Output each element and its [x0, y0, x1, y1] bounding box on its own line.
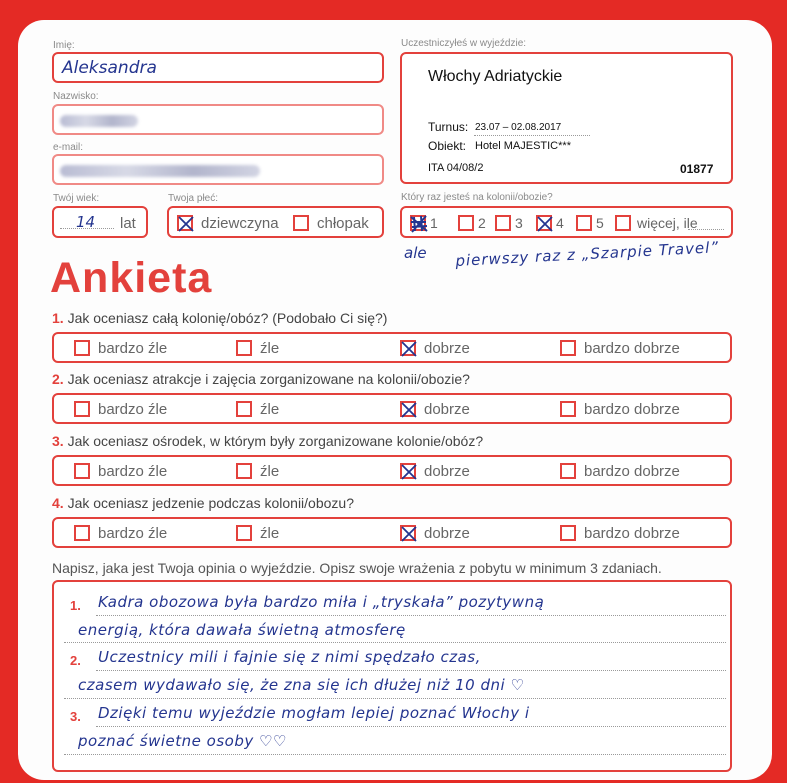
answer-checkbox[interactable]	[400, 463, 416, 479]
question-number: 4.	[52, 495, 64, 511]
opinion-line-6: poznać świetne osoby ♡♡	[78, 732, 287, 750]
times-handwritten-note-2: pierwszy raz z „Szarpie Travel”	[455, 238, 720, 270]
answer-checkbox[interactable]	[400, 401, 416, 417]
answer-option-label: dobrze	[424, 340, 470, 357]
opinion-line-3: Uczestnicy mili i fajnie się z nimi spędzało czas,	[98, 648, 481, 666]
email-label: e-mail:	[53, 142, 84, 153]
answer-option-label: źle	[260, 463, 280, 480]
answer-option-label: dobrze	[424, 401, 470, 418]
obiekt-value: Hotel MAJESTIC***	[475, 140, 571, 152]
answer-checkbox[interactable]	[236, 463, 252, 479]
turnus-label: Turnus:	[428, 120, 469, 134]
answer-option-label: bardzo źle	[98, 401, 168, 418]
dotline-3	[96, 670, 726, 671]
email-field[interactable]	[52, 154, 384, 185]
gender-field	[167, 206, 384, 238]
answer-option-label: dobrze	[424, 463, 470, 480]
surname-redacted	[60, 115, 138, 127]
gender-checkbox-boy[interactable]	[293, 215, 309, 231]
trip-number: 01877	[680, 162, 714, 176]
answer-option-label: bardzo źle	[98, 525, 168, 542]
question-text: Jak oceniasz ośrodek, w którym były zorganizowane kolonie/obóz?	[67, 433, 484, 449]
times-dotline	[688, 229, 724, 230]
answer-checkbox[interactable]	[400, 525, 416, 541]
survey-title: Ankieta	[50, 254, 213, 302]
question-text: Jak oceniasz całą kolonię/obóz? (Podobało Ci się?)	[67, 310, 388, 326]
opinion-number-1: 1.	[70, 598, 81, 613]
trip-code: ITA 04/08/2	[428, 162, 484, 174]
answer-checkbox[interactable]	[236, 525, 252, 541]
times-option-more: więcej, ile	[637, 215, 698, 231]
answer-checkbox[interactable]	[236, 340, 252, 356]
surname-field[interactable]	[52, 104, 384, 135]
opinion-prompt: Napisz, jaka jest Twoja opinia o wyjeździe. Opisz swoje wrażenia z pobytu w minimum 3 zdaniach.	[52, 560, 662, 576]
trip-box	[400, 52, 733, 184]
times-option-5: 5	[596, 215, 604, 231]
question-1	[52, 310, 387, 326]
answer-checkbox[interactable]	[74, 525, 90, 541]
age-unit: lat	[120, 215, 136, 232]
question-4	[52, 495, 354, 511]
opinion-number-2: 2.	[70, 653, 81, 668]
age-label: Twój wiek:	[53, 193, 100, 204]
answer-checkbox[interactable]	[560, 401, 576, 417]
surname-label: Nazwisko:	[53, 91, 99, 102]
answer-checkbox[interactable]	[560, 525, 576, 541]
times-option-3: 3	[515, 215, 523, 231]
times-option-1: 1	[430, 215, 438, 231]
times-checkbox-1[interactable]	[410, 215, 426, 231]
answer-option-label: bardzo dobrze	[584, 525, 680, 542]
gender-label: Twoja płeć:	[168, 193, 219, 204]
answer-checkbox[interactable]	[74, 463, 90, 479]
question-text: Jak oceniasz atrakcje i zajęcia zorganizowane na kolonii/obozie?	[67, 371, 470, 387]
opinion-number-3: 3.	[70, 709, 81, 724]
age-value: 14	[76, 213, 96, 231]
turnus-dotline	[474, 135, 590, 136]
question-3	[52, 433, 483, 449]
answer-option-label: bardzo dobrze	[584, 340, 680, 357]
question-number: 2.	[52, 371, 64, 387]
times-label: Który raz jesteś na kolonii/obozie?	[401, 192, 553, 203]
question-text: Jak oceniasz jedzenie podczas kolonii/obozu?	[67, 495, 354, 511]
answer-option-label: bardzo źle	[98, 340, 168, 357]
times-checkbox-more[interactable]	[615, 215, 631, 231]
answer-option-label: źle	[260, 340, 280, 357]
trip-title: Włochy Adriatyckie	[428, 68, 563, 85]
opinion-line-5: Dzięki temu wyjeździe mogłam lepiej poznać Włochy i	[98, 704, 530, 722]
gender-option-boy: chłopak	[317, 215, 369, 232]
question-2	[52, 371, 470, 387]
answer-option-label: źle	[260, 525, 280, 542]
times-option-2: 2	[478, 215, 486, 231]
opinion-line-1: Kadra obozowa była bardzo miła i „tryskała” pozytywną	[98, 593, 545, 611]
name-field[interactable]	[52, 52, 384, 83]
age-field[interactable]	[52, 206, 148, 238]
turnus-value: 23.07 – 02.08.2017	[475, 122, 562, 133]
trip-label: Uczestniczyłeś w wyjeździe:	[401, 38, 527, 49]
opinion-line-2: energią, która dawała świetną atmosferę	[78, 621, 406, 639]
dotline-4	[64, 698, 726, 699]
question-3-answers	[52, 455, 732, 486]
opinion-box[interactable]	[52, 580, 732, 772]
dotline-2	[64, 642, 726, 643]
times-checkbox-5[interactable]	[576, 215, 592, 231]
answer-checkbox[interactable]	[560, 463, 576, 479]
times-checkbox-4[interactable]	[536, 215, 552, 231]
times-checkbox-3[interactable]	[495, 215, 511, 231]
name-label: Imię:	[53, 40, 75, 51]
question-1-answers	[52, 332, 732, 363]
gender-option-girl: dziewczyna	[201, 215, 279, 232]
obiekt-label: Obiekt:	[428, 139, 467, 153]
answer-checkbox[interactable]	[236, 401, 252, 417]
answer-option-label: bardzo dobrze	[584, 401, 680, 418]
answer-checkbox[interactable]	[74, 340, 90, 356]
gender-checkbox-girl[interactable]	[177, 215, 193, 231]
answer-option-label: bardzo źle	[98, 463, 168, 480]
answer-checkbox[interactable]	[560, 340, 576, 356]
email-redacted	[60, 165, 260, 177]
times-option-4: 4	[556, 215, 564, 231]
question-number: 3.	[52, 433, 64, 449]
dotline-5	[96, 726, 726, 727]
times-handwritten-note-1: ale	[404, 244, 427, 262]
opinion-line-4: czasem wydawało się, że zna się ich dłużej niż 10 dni ♡	[78, 676, 525, 694]
times-checkbox-2[interactable]	[458, 215, 474, 231]
question-number: 1.	[52, 310, 64, 326]
answer-checkbox[interactable]	[400, 340, 416, 356]
answer-option-label: źle	[260, 401, 280, 418]
answer-option-label: dobrze	[424, 525, 470, 542]
question-4-answers	[52, 517, 732, 548]
survey-sheet	[18, 20, 772, 780]
answer-option-label: bardzo dobrze	[584, 463, 680, 480]
answer-checkbox[interactable]	[74, 401, 90, 417]
question-2-answers	[52, 393, 732, 424]
times-field	[400, 206, 733, 238]
name-value: Aleksandra	[62, 58, 157, 78]
dotline-1	[96, 615, 726, 616]
dotline-6	[64, 754, 726, 755]
